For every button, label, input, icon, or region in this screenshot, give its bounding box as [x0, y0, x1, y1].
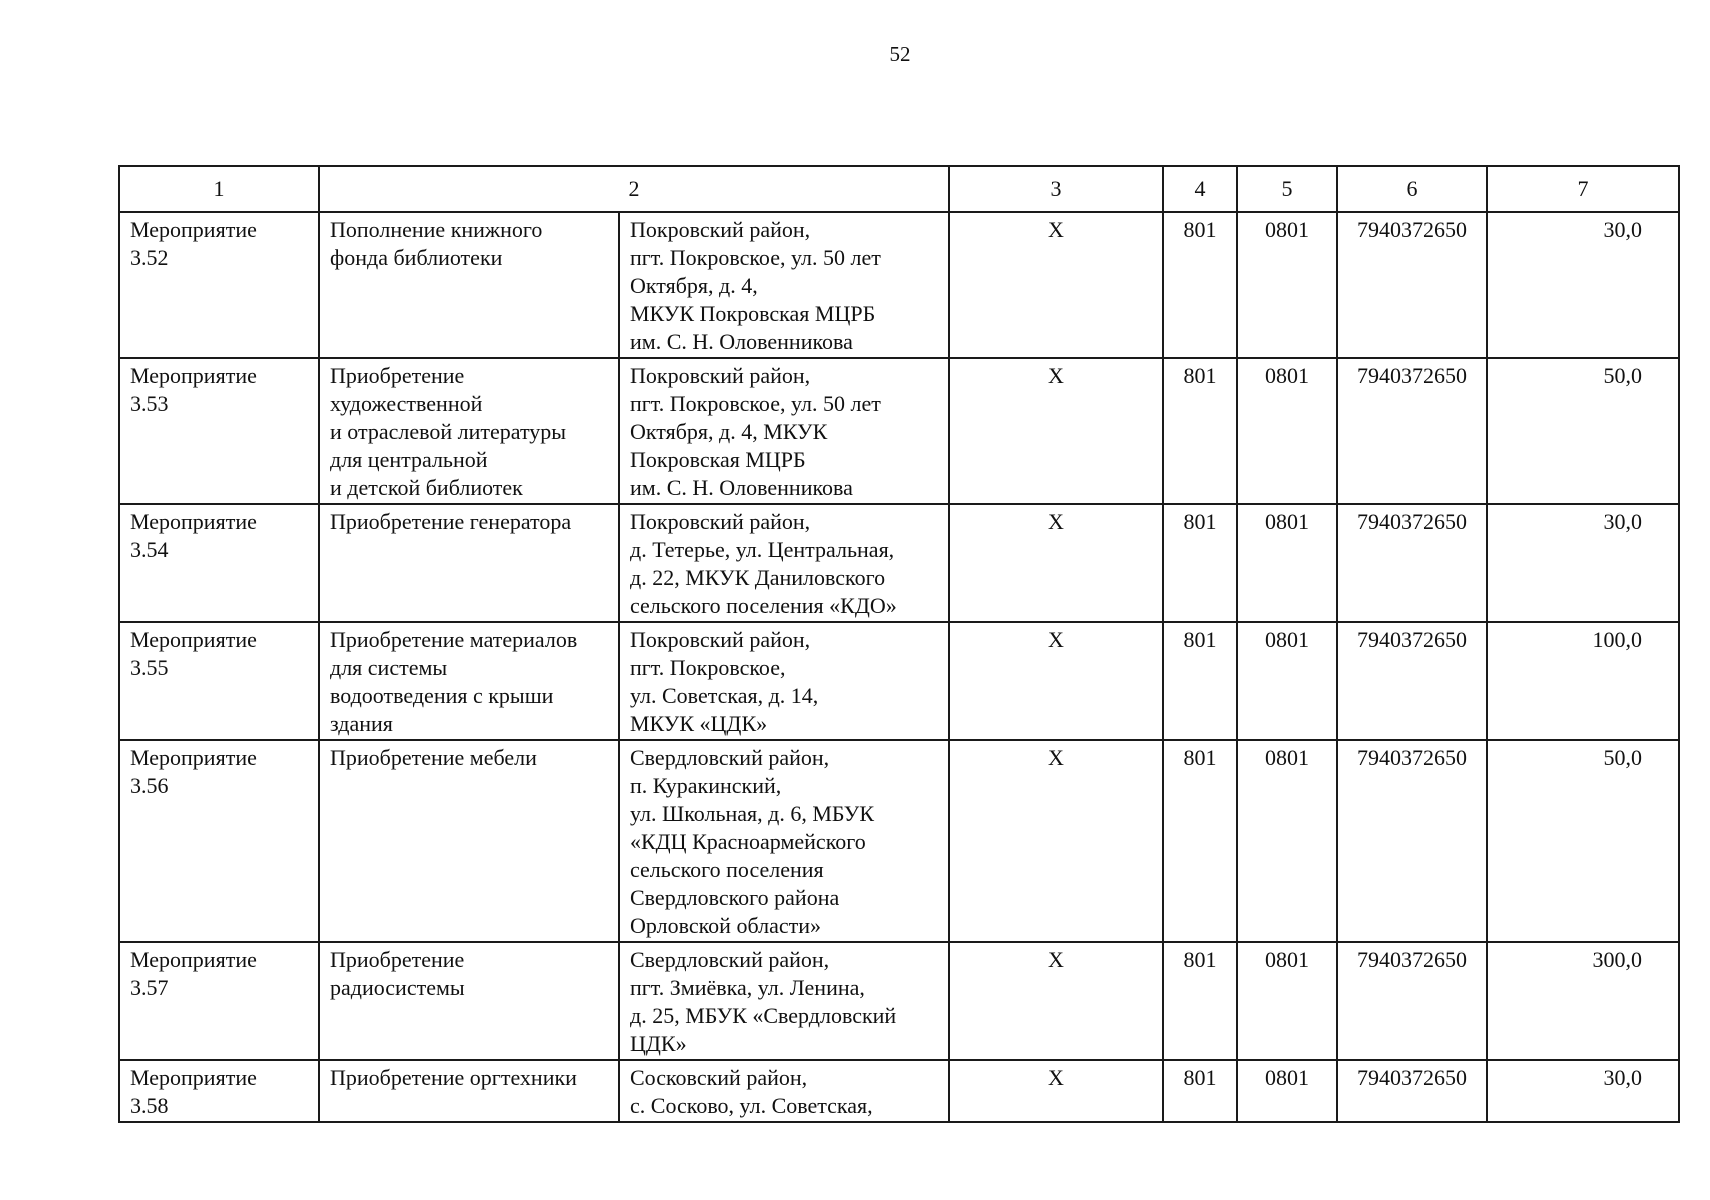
- col5-cell: 0801: [1237, 942, 1337, 1060]
- measure-address-cell-line: с. Сосково, ул. Советская,: [630, 1093, 873, 1118]
- col7-amount-cell: 30,0: [1487, 504, 1679, 622]
- measure-address-cell-line: им. С. Н. Оловенникова: [630, 475, 853, 500]
- measure-name-cell-line: Приобретение генератора: [330, 509, 572, 534]
- measure-name-cell-line: Пополнение книжного: [330, 217, 543, 242]
- col6-cell: 7940372650: [1337, 622, 1487, 740]
- col5-cell: 0801: [1237, 358, 1337, 504]
- header-col-5: 5: [1237, 166, 1337, 212]
- measure-address-cell-line: Свердловского района: [630, 885, 840, 910]
- measure-id-cell: [119, 622, 319, 740]
- table-row: [119, 622, 1679, 740]
- measure-address-cell: [619, 358, 949, 504]
- measure-address-cell-line: п. Куракинский,: [630, 773, 782, 798]
- measure-id-cell-line: 3.53: [130, 391, 169, 416]
- measure-id-cell-line: 3.54: [130, 537, 169, 562]
- measure-name-cell: [319, 740, 619, 942]
- measure-id-cell: [119, 740, 319, 942]
- measure-address-cell-line: Октября, д. 4, МКУК: [630, 419, 828, 444]
- measure-address-cell: [619, 1060, 949, 1122]
- measure-name-cell-line: и отраслевой литературы: [330, 419, 567, 444]
- col3-cell: Х: [949, 1060, 1163, 1122]
- measure-address-cell-line: «КДЦ Красноармейского: [630, 829, 866, 854]
- measure-address-cell-line: Покровский район,: [630, 627, 811, 652]
- measure-name-cell-line: Приобретение мебели: [330, 745, 537, 770]
- measure-id-cell-line: 3.58: [130, 1093, 169, 1118]
- col7-amount-cell: 30,0: [1487, 1060, 1679, 1122]
- measure-name-cell-line: для системы: [330, 655, 448, 680]
- measure-id-cell: [119, 942, 319, 1060]
- measure-address-cell-line: Октября, д. 4,: [630, 273, 758, 298]
- measure-id-cell-line: 3.52: [130, 245, 169, 270]
- col4-cell: 801: [1163, 358, 1237, 504]
- table-row: [119, 358, 1679, 504]
- col7-amount-cell: 30,0: [1487, 212, 1679, 358]
- measure-address-cell: [619, 622, 949, 740]
- col6-cell: 7940372650: [1337, 740, 1487, 942]
- measure-name-cell: [319, 358, 619, 504]
- table-row: [119, 504, 1679, 622]
- col7-amount-cell: 50,0: [1487, 358, 1679, 504]
- measure-address-cell-line: Орловской области»: [630, 913, 821, 938]
- measure-id-cell: [119, 358, 319, 504]
- col3-cell: Х: [949, 504, 1163, 622]
- col3-cell: Х: [949, 942, 1163, 1060]
- header-col-1: 1: [119, 166, 319, 212]
- measure-address-cell-line: пгт. Покровское, ул. 50 лет: [630, 245, 881, 270]
- col4-cell: 801: [1163, 622, 1237, 740]
- measure-id-cell: [119, 504, 319, 622]
- measure-address-cell: [619, 942, 949, 1060]
- measure-id-cell-line: 3.56: [130, 773, 169, 798]
- col3-cell: Х: [949, 622, 1163, 740]
- measure-name-cell-line: Приобретение оргтехники: [330, 1065, 577, 1090]
- measure-name-cell-line: для центральной: [330, 447, 488, 472]
- measure-id-cell-line: Мероприятие: [130, 509, 257, 534]
- col4-cell: 801: [1163, 1060, 1237, 1122]
- col5-cell: 0801: [1237, 212, 1337, 358]
- col4-cell: 801: [1163, 212, 1237, 358]
- measure-id-cell-line: Мероприятие: [130, 627, 257, 652]
- measure-address-cell: [619, 740, 949, 942]
- measure-name-cell-line: Приобретение: [330, 947, 465, 972]
- header-col-6: 6: [1337, 166, 1487, 212]
- measure-name-cell-line: и детской библиотек: [330, 475, 523, 500]
- header-col-3: 3: [949, 166, 1163, 212]
- table-row: [119, 1060, 1679, 1122]
- measure-address-cell-line: д. Тетерье, ул. Центральная,: [630, 537, 895, 562]
- col7-amount-cell: 300,0: [1487, 942, 1679, 1060]
- measure-address-cell-line: МКУК Покровская МЦРБ: [630, 301, 876, 326]
- measure-name-cell-line: фонда библиотеки: [330, 245, 503, 270]
- measure-address-cell-line: сельского поселения «КДО»: [630, 593, 897, 618]
- measure-address-cell-line: ЦДК»: [630, 1031, 687, 1056]
- measure-id-cell-line: 3.57: [130, 975, 169, 1000]
- measure-address-cell-line: пгт. Покровское,: [630, 655, 786, 680]
- measure-address-cell-line: д. 22, МКУК Даниловского: [630, 565, 886, 590]
- col3-cell: Х: [949, 358, 1163, 504]
- col4-cell: 801: [1163, 740, 1237, 942]
- measures-table: [118, 165, 1680, 1123]
- measure-name-cell: [319, 504, 619, 622]
- measure-name-cell-line: Приобретение: [330, 363, 465, 388]
- measure-address-cell: [619, 212, 949, 358]
- measure-address-cell-line: им. С. Н. Оловенникова: [630, 329, 853, 354]
- measure-id-cell: [119, 1060, 319, 1122]
- measure-address-cell-line: Свердловский район,: [630, 745, 830, 770]
- header-col-2: 2: [319, 166, 949, 212]
- header-row: [119, 166, 1679, 212]
- measure-id-cell-line: 3.55: [130, 655, 169, 680]
- col7-amount-cell: 100,0: [1487, 622, 1679, 740]
- col3-cell: Х: [949, 212, 1163, 358]
- measure-address-cell-line: Покровский район,: [630, 509, 811, 534]
- measure-id-cell-line: Мероприятие: [130, 217, 257, 242]
- col3-cell: Х: [949, 740, 1163, 942]
- measure-address-cell-line: Покровский район,: [630, 363, 811, 388]
- measure-name-cell: [319, 212, 619, 358]
- col4-cell: 801: [1163, 942, 1237, 1060]
- measure-address-cell-line: Сосковский район,: [630, 1065, 808, 1090]
- measure-address-cell-line: пгт. Покровское, ул. 50 лет: [630, 391, 881, 416]
- col6-cell: 7940372650: [1337, 212, 1487, 358]
- measure-address-cell-line: ул. Школьная, д. 6, МБУК: [630, 801, 875, 826]
- col5-cell: 0801: [1237, 622, 1337, 740]
- page-number: 52: [889, 42, 911, 66]
- measure-name-cell: [319, 942, 619, 1060]
- measure-name-cell: [319, 1060, 619, 1122]
- measure-name-cell: [319, 622, 619, 740]
- col7-amount-cell: 50,0: [1487, 740, 1679, 942]
- measure-address-cell-line: Покровская МЦРБ: [630, 447, 806, 472]
- measure-name-cell-line: Приобретение материалов: [330, 627, 578, 652]
- measure-address-cell-line: Покровский район,: [630, 217, 811, 242]
- measure-name-cell-line: здания: [330, 711, 393, 736]
- measure-name-cell-line: художественной: [330, 391, 483, 416]
- col4-cell: 801: [1163, 504, 1237, 622]
- measure-name-cell-line: водоотведения с крыши: [330, 683, 554, 708]
- table-row: [119, 942, 1679, 1060]
- measure-address-cell-line: пгт. Змиёвка, ул. Ленина,: [630, 975, 865, 1000]
- table-row: [119, 212, 1679, 358]
- measure-address-cell-line: сельского поселения: [630, 857, 824, 882]
- measure-address-cell: [619, 504, 949, 622]
- header-col-4: 4: [1163, 166, 1237, 212]
- col6-cell: 7940372650: [1337, 504, 1487, 622]
- col5-cell: 0801: [1237, 504, 1337, 622]
- col5-cell: 0801: [1237, 1060, 1337, 1122]
- measure-name-cell-line: радиосистемы: [330, 975, 465, 1000]
- measure-address-cell-line: д. 25, МБУК «Свердловский: [630, 1003, 897, 1028]
- measure-id-cell-line: Мероприятие: [130, 363, 257, 388]
- measure-id-cell-line: Мероприятие: [130, 947, 257, 972]
- measure-address-cell-line: Свердловский район,: [630, 947, 830, 972]
- col6-cell: 7940372650: [1337, 1060, 1487, 1122]
- measure-address-cell-line: МКУК «ЦДК»: [630, 711, 768, 736]
- col5-cell: 0801: [1237, 740, 1337, 942]
- measure-id-cell: [119, 212, 319, 358]
- header-col-7: 7: [1487, 166, 1679, 212]
- table-row: [119, 740, 1679, 942]
- measure-address-cell-line: ул. Советская, д. 14,: [630, 683, 819, 708]
- col6-cell: 7940372650: [1337, 358, 1487, 504]
- measure-id-cell-line: Мероприятие: [130, 1065, 257, 1090]
- measure-id-cell-line: Мероприятие: [130, 745, 257, 770]
- col6-cell: 7940372650: [1337, 942, 1487, 1060]
